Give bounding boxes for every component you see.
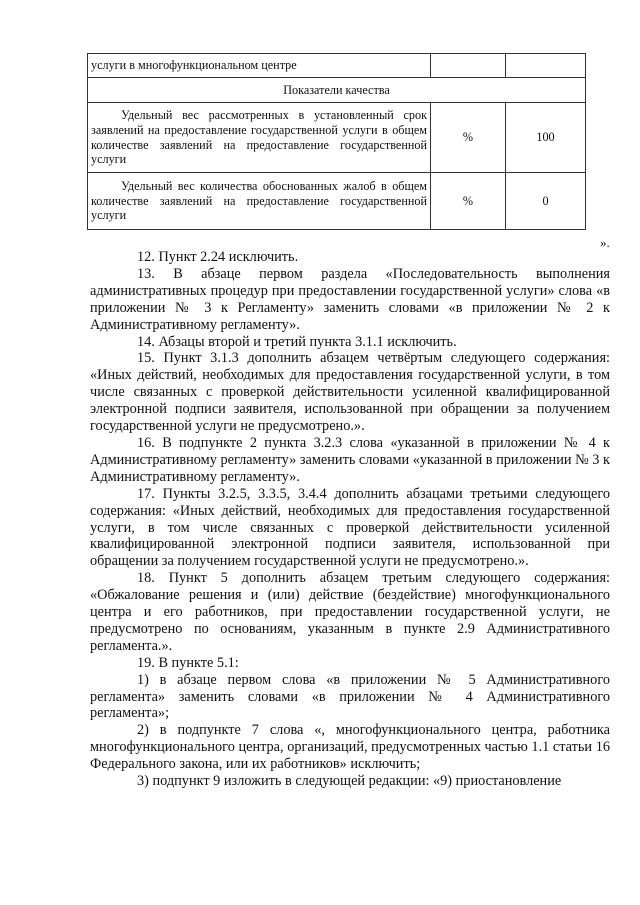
paragraph: 12. Пункт 2.24 исключить. <box>137 249 299 265</box>
paragraph: 3) подпункт 9 изложить в следующей редакции: «9) приостановление <box>137 773 562 790</box>
table-cell-name: Удельный вес количества обоснованных жалоб в общем количестве заявлений на предоставление государственной услуги <box>88 173 431 230</box>
paragraph: 19. В пункте 5.1: <box>137 654 239 671</box>
paragraph: 18. Пункт 5 дополнить абзацем третьим следующего содержания: «Обжалование решения и (или) действие (бездействие) многофункционального центра и его работников, при предоставлении государственной услуги, не предусмотрено по основаниям, указанным в пункте 2.9 Административного регламента.». <box>90 570 610 654</box>
paragraph: 13. В абзаце первом раздела «Последовательность выполнения административных процедур при предоставлении государственной услуги» слова «в приложении № 3 к Регламенту» заменить словами «в приложении № 2 к Административному регламенту». <box>90 265 610 333</box>
table-cell-name: услуги в многофункциональном центре <box>88 54 431 78</box>
paragraph: 1) в абзаце первом слова «в приложении № 5 Административного регламента» заменить словами «в приложении № 4 Административного регламента»; <box>90 671 610 722</box>
table-cell-value <box>506 54 586 78</box>
table-section-title: Показатели качества <box>88 78 586 103</box>
table-cell-value: 0 <box>506 173 586 230</box>
indicators-table <box>87 53 586 230</box>
paragraph: 14. Абзацы второй и третий пункта 3.1.1 исключить. <box>137 333 457 350</box>
document-body <box>90 249 610 790</box>
closing-quote-mark: ». <box>600 235 610 250</box>
paragraph: 16. В подпункте 2 пункта 3.2.3 слова «указанной в приложении № 4 к Административному регламенту» заменить словами «указанной в приложении № 3 к Административному регламенту». <box>90 434 610 485</box>
table-row <box>88 54 586 78</box>
table-cell-unit: % <box>431 103 506 173</box>
table-row <box>88 173 586 230</box>
paragraph: 17. Пункты 3.2.5, 3.3.5, 3.4.4 дополнить абзацами третьими следующего содержания: «Иных действий, необходимых для предоставления государственной услуги, в том числе связанных с проверкой действительности усиленной квалифицированной электронной подписи заявителя, использованной при обращении за получением государственной услуги не предусмотрено.». <box>90 485 610 570</box>
table-section-row <box>88 78 586 103</box>
paragraph: 15. Пункт 3.1.3 дополнить абзацем четвёртым следующего содержания: «Иных действий, необходимых для предоставления государственной услуги, в том числе связанных с проверкой действительности усиленной квалифицированной электронной подписи заявителя, использованной при обращении за получением государственной услуги не предусмотрено.». <box>90 350 610 435</box>
table-cell-unit: % <box>431 173 506 230</box>
paragraph: 2) в подпункте 7 слова «, многофункционального центра, работника многофункционального центра, организаций, предусмотренных частью 1.1 статьи 16 Федерального закона, или их работников» исключить; <box>90 722 610 773</box>
table-cell-name: Удельный вес рассмотренных в установленный срок заявлений на предоставление государственной услуги в общем количестве заявлений на предоставление государственной услуги <box>88 103 431 173</box>
table-cell-value: 100 <box>506 103 586 173</box>
table-row <box>88 103 586 173</box>
table-cell-unit <box>431 54 506 78</box>
